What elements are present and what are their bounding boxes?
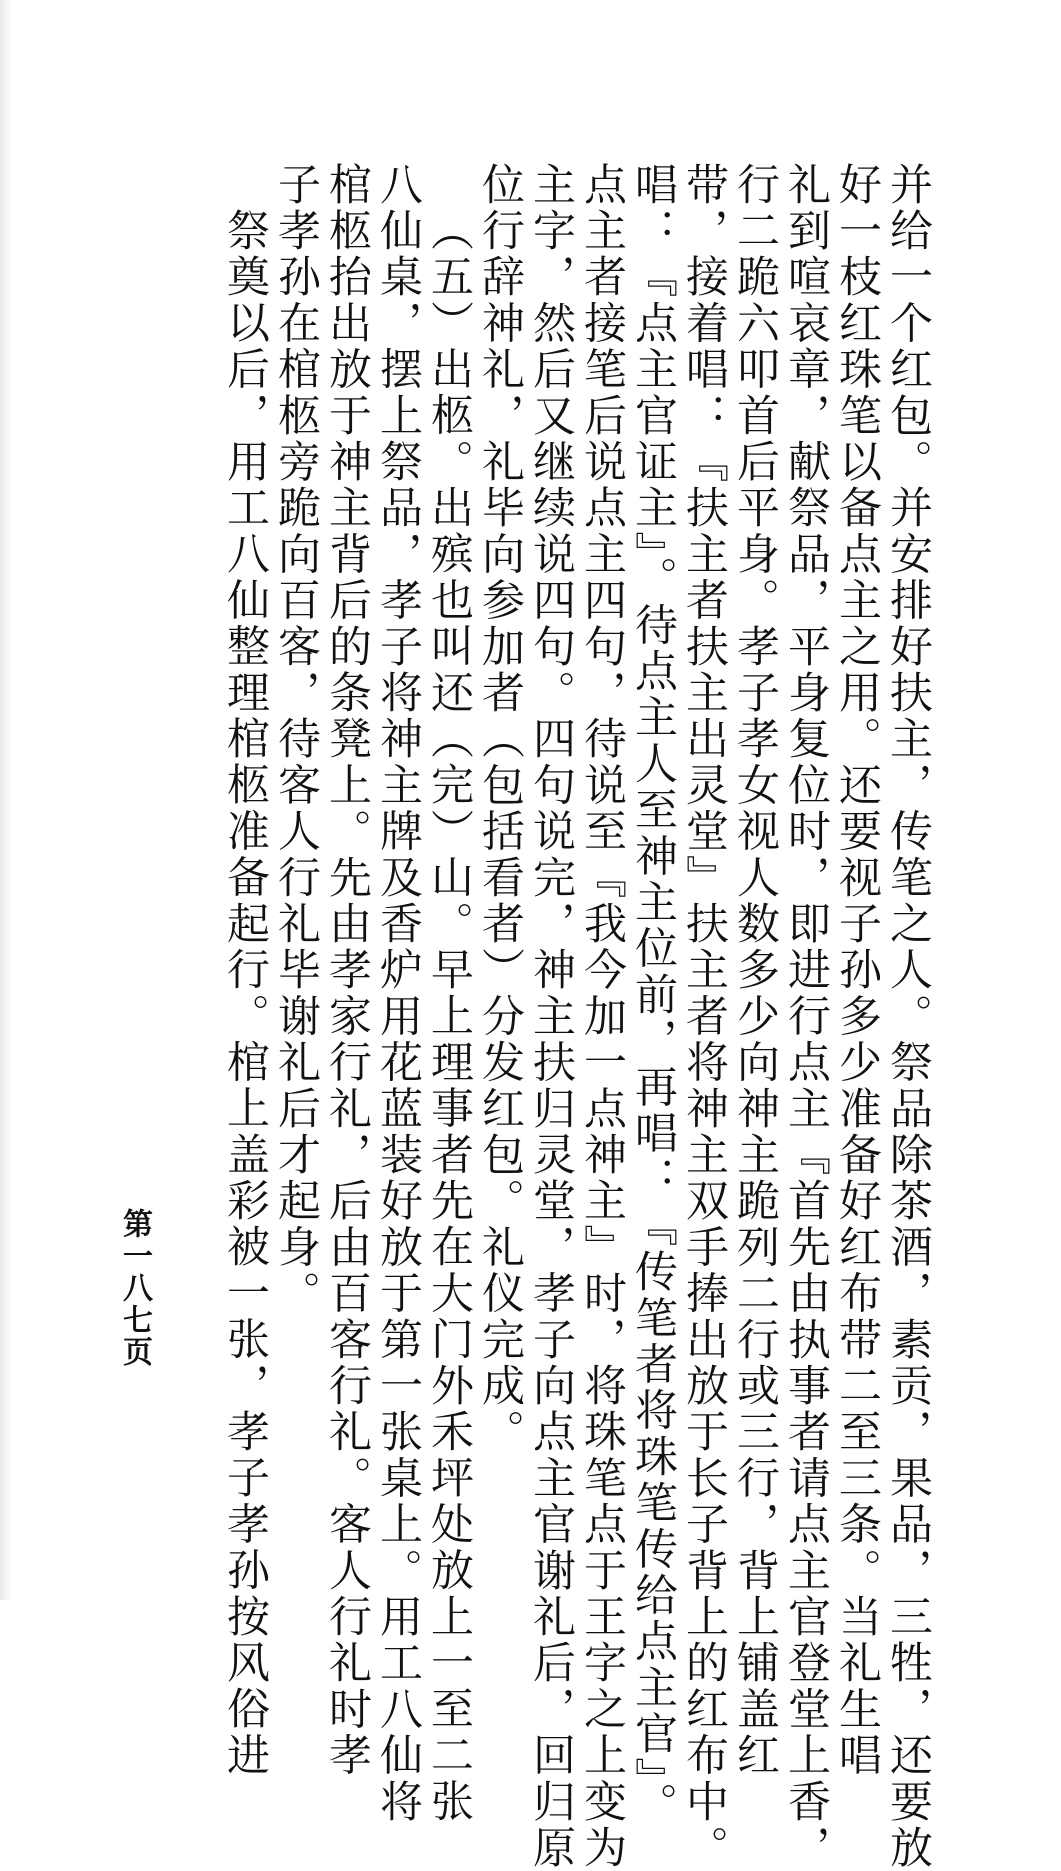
text-column-9: 位行辞神礼，礼毕向参加者（包括看者）分发红包。礼仪完成。: [475, 162, 525, 1456]
text-column-12: 棺柩抬出放于神主背后的条凳上。先由孝家行礼，后由百客行礼。客人行礼时孝: [322, 162, 372, 1779]
text-column-5: 带，接着唱：『扶主者扶主出灵堂』扶主者将神主双手捧出放于长子背上的红布中。: [679, 162, 729, 1871]
text-column-4: 行二跪六叩首后平身。孝子孝女视人数多少向神主跪列二行或三行，背上铺盖红: [730, 162, 780, 1779]
text-column-8: 主字，然后又继续说四句。四句说完，神主扶归灵堂，孝子向点主官谢礼后，回归原: [526, 162, 576, 1871]
text-column-1: 并给一个红包。并安排好扶主，传笔之人。祭品除茶酒，素贡，果品，三牲，还要放: [883, 162, 933, 1871]
text-column-6: 唱：『点主官证主』。待点主人至神主位前，再唱：『传笔者将珠笔传给点主官』。: [628, 162, 678, 1829]
text-column-7: 点主者接笔后说点主四句，待说至『我今加一点神主』时，将珠笔点于王字之上变为: [577, 162, 627, 1871]
text-column-2: 好一枝红珠笔以备点主之用。还要视子孙多少准备好红布带二至三条。当礼生唱: [832, 162, 882, 1779]
text-column-11: 八仙桌，摆上祭品，孝子将神主牌及香炉用花蓝装好放于第一张桌上。用工八仙将: [373, 162, 423, 1826]
text-column-3: 礼到喧哀章，献祭品，平身复位时，即进行点主『首先由执事者请点主官登堂上香，: [781, 162, 831, 1871]
text-column-14: 祭奠以后，用工八仙整理棺柩准备起行。棺上盖彩被一张，孝子孝孙按风俗进: [220, 208, 270, 1779]
page-number: 第一八七页: [117, 1208, 152, 1368]
text-column-10: （五）出柩。出殡也叫还（完）山。早上理事者先在大门外禾坪处放上一至二张: [424, 208, 474, 1825]
text-column-13: 子孝孙在棺柩旁跪向百客，待客人行礼毕谢礼后才起身。: [271, 162, 321, 1317]
page-edge-shadow: [0, 0, 12, 1600]
